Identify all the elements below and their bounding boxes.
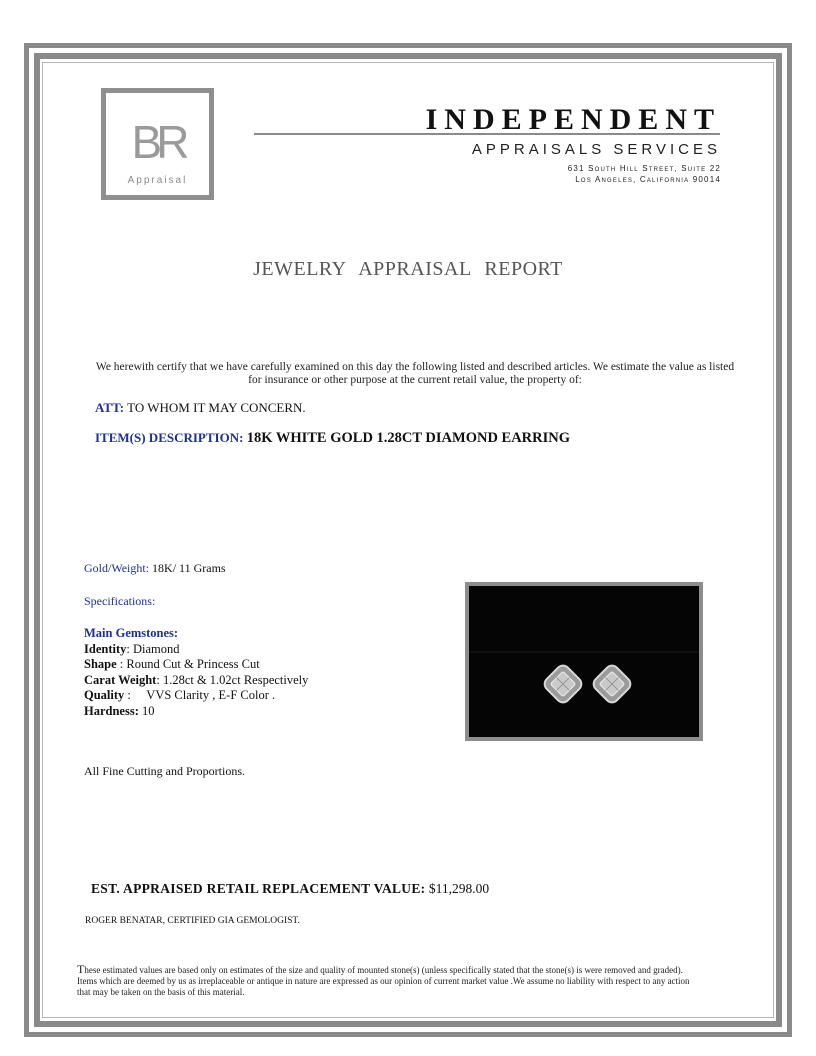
quality-label: Quality bbox=[84, 688, 125, 702]
shape-label: Shape bbox=[84, 657, 117, 671]
address-line-2: Los Angeles, California 90014 bbox=[575, 175, 721, 184]
identity-row bbox=[84, 642, 308, 658]
disclaimer-text: hese estimated values are based only on estimates of the size and quality of mounted stone(s) (unless specifically stated that the stone(s) is were removed and graded). Items which are deemed by us as irreplaceable or antique in nature are expressed as our opinion of current market value .We assume no liability with respect to any action that may be taken on the basis of this material. bbox=[77, 965, 690, 997]
gold-weight bbox=[84, 561, 226, 576]
item-value: 18K WHITE GOLD 1.28CT DIAMOND EARRING bbox=[246, 430, 571, 446]
att-line bbox=[95, 400, 306, 416]
appraised-value bbox=[91, 881, 489, 897]
logo-monogram: BR bbox=[131, 116, 184, 168]
carat-label: Carat Weight bbox=[84, 672, 157, 687]
hardness-row bbox=[84, 704, 308, 720]
hairline-border bbox=[42, 62, 774, 1018]
company-logo bbox=[101, 88, 214, 200]
gold-label: Gold/Weight: bbox=[84, 561, 150, 575]
carat-value: : 1.28ct & 1.02ct Respectively bbox=[156, 672, 309, 687]
att-label: ATT: bbox=[95, 400, 125, 415]
logo-subtitle: Appraisal bbox=[127, 175, 188, 186]
report-title: JEWELRY APPRAISAL REPORT bbox=[253, 258, 563, 280]
earring-illustration bbox=[469, 586, 699, 737]
cutting-note: All Fine Cutting and Proportions. bbox=[84, 764, 246, 778]
hardness-label: Hardness: bbox=[84, 703, 139, 718]
company-name: INDEPENDENT bbox=[425, 103, 721, 136]
item-description bbox=[95, 430, 570, 447]
gems-heading: Main Gemstones: bbox=[84, 626, 179, 640]
earring-photo bbox=[465, 582, 703, 741]
gemstone-details bbox=[84, 626, 308, 719]
att-value: TO WHOM IT MAY CONCERN. bbox=[127, 400, 306, 415]
company-services: APPRAISALS SERVICES bbox=[471, 141, 721, 158]
disclaimer-initial: T bbox=[77, 962, 85, 976]
value-amount: $11,298.00 bbox=[428, 881, 490, 896]
identity-label: Identity bbox=[84, 641, 127, 656]
address-line-1: 631 South Hill Street, Suite 22 bbox=[567, 164, 721, 173]
carat-row bbox=[84, 673, 308, 689]
specifications-label: Specifications: bbox=[84, 594, 156, 608]
hardness-value: 10 bbox=[138, 703, 155, 718]
quality-row bbox=[84, 688, 308, 704]
gemologist-signature: ROGER BENATAR, CERTIFIED GIA GEMOLOGIST. bbox=[85, 916, 300, 926]
certification-text: We herewith certify that we have carefully examined on this day the following listed and described articles. We estimate the value as listed for insurance or other purpose at the current retail value, the property of: bbox=[95, 361, 735, 386]
gold-value: 18K/ 11 Grams bbox=[152, 561, 226, 575]
shape-row bbox=[84, 657, 308, 673]
shape-value: : Round Cut & Princess Cut bbox=[116, 657, 260, 671]
item-label: ITEM(S) DESCRIPTION: bbox=[95, 430, 244, 445]
value-label: EST. APPRAISED RETAIL REPLACEMENT VALUE: bbox=[91, 881, 426, 896]
identity-value: : Diamond bbox=[126, 641, 180, 656]
quality-value: : VVS Clarity , E-F Color . bbox=[124, 688, 276, 702]
disclaimer bbox=[77, 964, 697, 998]
